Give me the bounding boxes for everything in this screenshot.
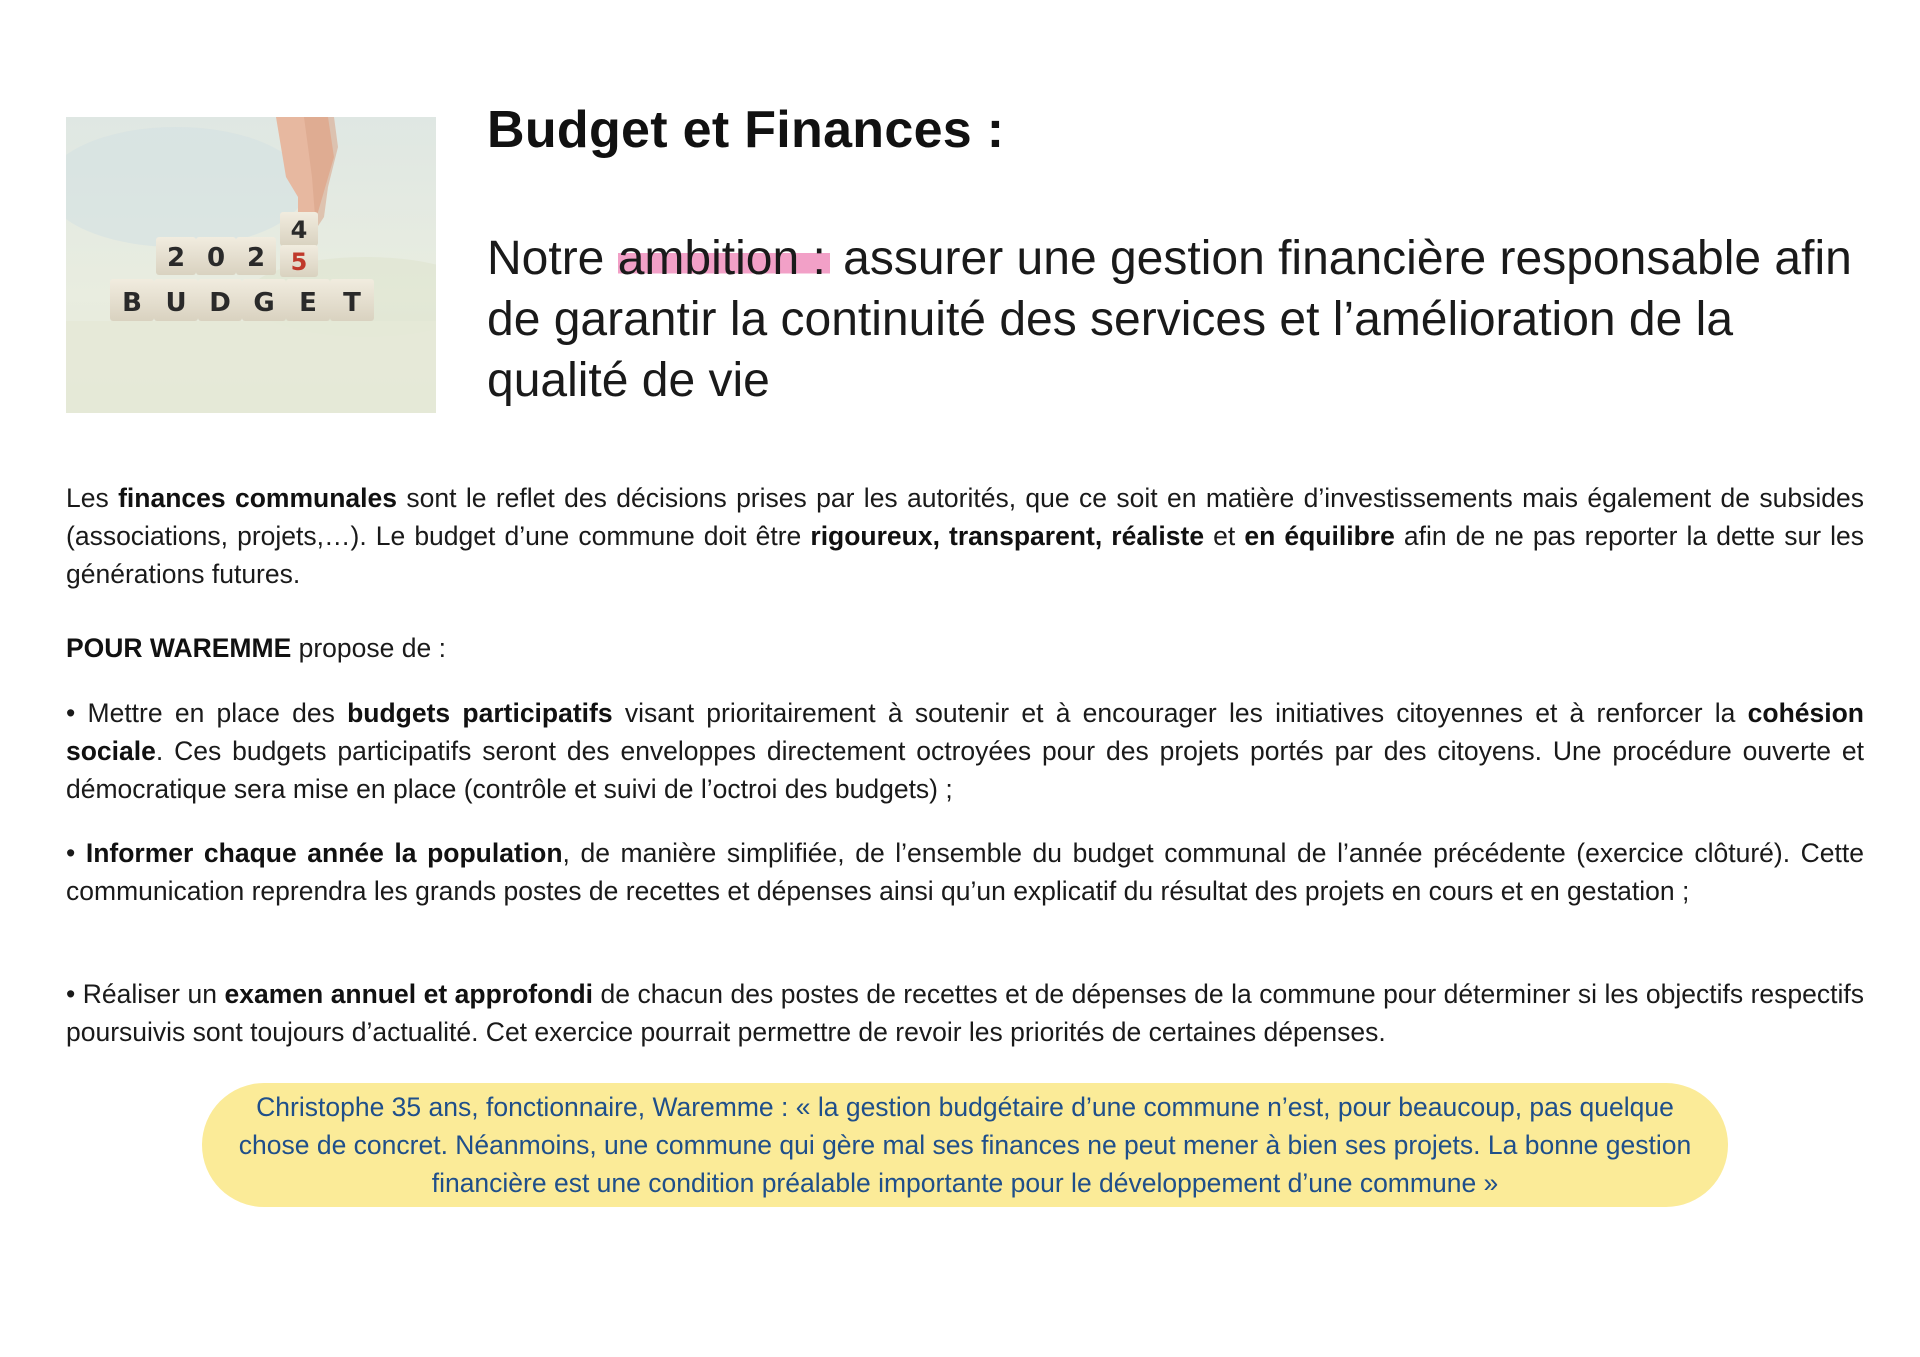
svg-text:G: G	[253, 288, 275, 318]
year-digit-top: 4	[290, 216, 308, 244]
svg-text:D: D	[209, 288, 231, 318]
svg-text:T: T	[343, 288, 361, 318]
citizen-quote-text: Christophe 35 ans, fonctionnaire, Waremme : « la gestion budgétaire d’une commune n’est, pour beaucoup, pas quelque chose de concret. Néanmoins, une commune qui gère mal ses finances ne peut mener à bien ses projets. La bonne gestion financière est une condition préalable importante pour le développement d’une commune »	[238, 1092, 1692, 1198]
intro-paragraph: Les finances communales sont le reflet des décisions prises par les autorités, que ce soit en matière d’investissements mais également de subsides (associations, projets,…). Le budget d’une commune doit être rigoureux, transparent, réaliste et en équilibre afin de ne pas reporter la dette sur les générations futures.	[66, 483, 1864, 589]
party-name: POUR WAREMME	[66, 633, 292, 663]
intro-bold-1: finances communales	[118, 483, 397, 513]
ambition-statement	[487, 228, 1887, 411]
ambition-highlight: ambition :	[618, 232, 830, 285]
svg-text:B: B	[122, 288, 142, 318]
intro-bold-2: rigoureux, transparent, réaliste	[810, 521, 1205, 551]
citizen-quote	[202, 1083, 1728, 1207]
ambition-rest: assurer une gestion financière responsable afin de garantir la continuité des services et l’amélioration de la qualité de vie	[487, 232, 1852, 407]
bullet-item-3: • Réaliser un examen annuel et approfondi de chacun des postes de recettes et de dépenses de la commune pour déterminer si les objectifs respectifs poursuivis sont toujours d’actualité. Cet exercice pourrait permettre de revoir les priorités de certaines dépenses.	[66, 979, 1864, 1047]
bullet-item-2: • Informer chaque année la population, de manière simplifiée, de l’ensemble du budget communal de l’année précédente (exercice clôturé). Cette communication reprendra les grands postes de recettes et dépenses ainsi qu’un explicatif du résultat des projets en cours et en gestation ;	[66, 838, 1865, 906]
svg-text:E: E	[299, 288, 317, 318]
budget-row	[110, 279, 374, 321]
intro-bold-3: en équilibre	[1244, 521, 1395, 551]
page-title: Budget et Finances :	[487, 101, 1005, 159]
budget-blocks-image	[66, 117, 436, 413]
proposal-heading: POUR WAREMME propose de :	[66, 633, 446, 663]
year-digit-bottom: 5	[290, 248, 308, 276]
year-digit-3: 2	[246, 243, 266, 273]
year-digit-2: 0	[206, 243, 226, 273]
year-digit-1: 2	[166, 243, 186, 273]
ambition-prefix: Notre	[487, 232, 618, 285]
bullet-item-1: • Mettre en place des budgets participatifs visant prioritairement à soutenir et à encourager les initiatives citoyennes et à renforcer la cohésion sociale. Ces budgets participatifs seront des enveloppes directement octroyées pour des projets portés par des citoyens. Une procédure ouverte et démocratique sera mise en place (contrôle et suivi de l’octroi des budgets) ;	[66, 698, 1864, 804]
svg-text:U: U	[165, 288, 187, 318]
